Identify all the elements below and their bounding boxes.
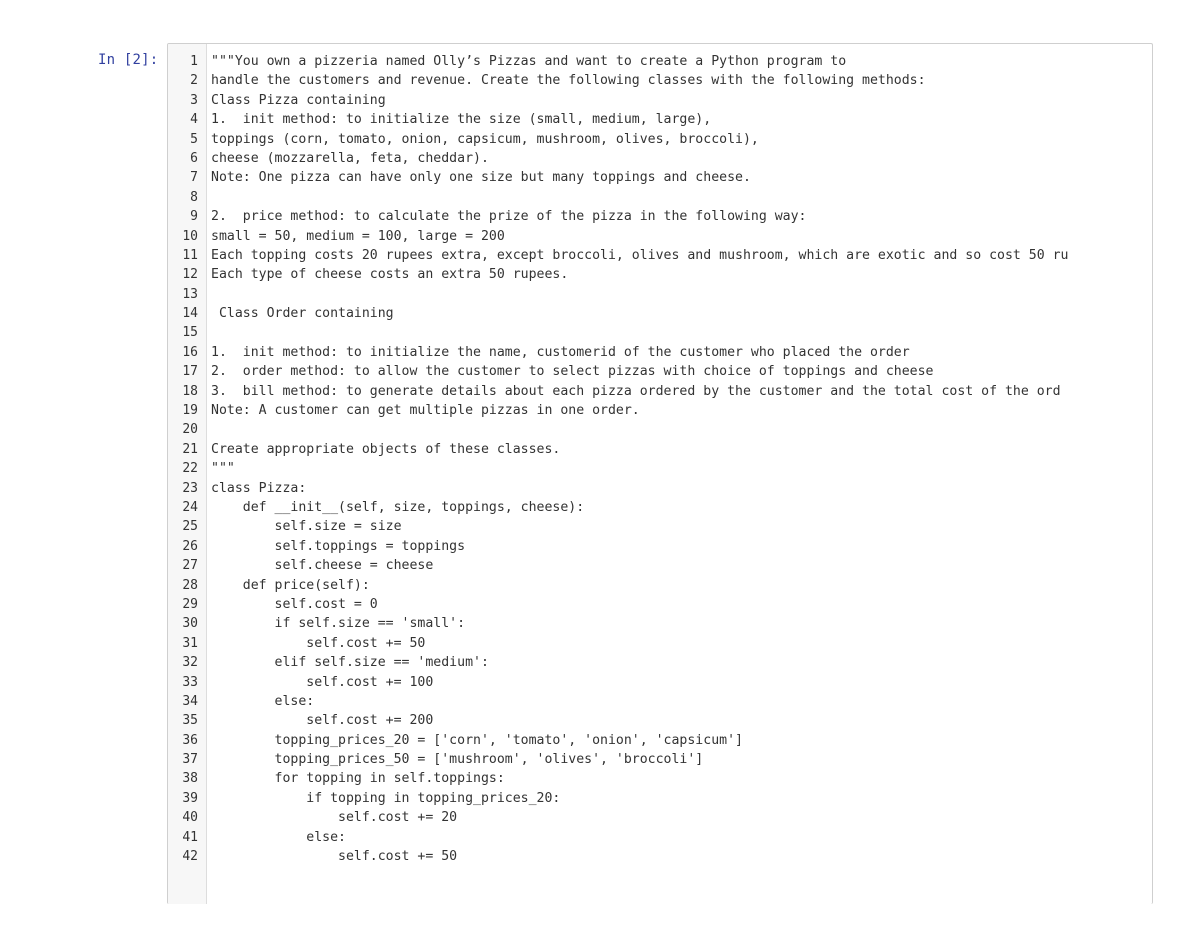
code-line[interactable] [168, 498, 1152, 517]
code-line[interactable] [168, 556, 1152, 575]
code-line[interactable] [168, 207, 1152, 226]
line-number: 10 [182, 228, 198, 244]
code-line[interactable] [168, 168, 1152, 187]
code-line[interactable] [168, 130, 1152, 149]
code-line[interactable] [168, 479, 1152, 498]
code-text[interactable]: self.cost += 20 [211, 810, 458, 826]
line-number: 15 [182, 325, 198, 341]
line-number: 18 [182, 383, 198, 399]
code-line[interactable] [168, 789, 1152, 808]
code-line[interactable] [168, 537, 1152, 556]
code-line[interactable] [168, 246, 1152, 265]
code-line[interactable] [168, 459, 1152, 478]
code-text[interactable]: topping_prices_50 = ['mushroom', 'olives', 'broccoli'] [211, 752, 704, 768]
code-text[interactable]: class Pizza: [211, 480, 307, 496]
line-number: 4 [190, 112, 198, 128]
line-number: 22 [182, 461, 198, 477]
code-cell-editor[interactable] [167, 43, 1153, 904]
code-text[interactable]: 2. order method: to allow the customer to select pizzas with choice of toppings and cheese [211, 364, 934, 380]
code-text[interactable]: 1. init method: to initialize the name, customerid of the customer who placed the order [211, 344, 910, 360]
code-text[interactable]: 3. bill method: to generate details about each pizza ordered by the customer and the total cost of the ord [211, 383, 1061, 399]
code-line[interactable] [168, 52, 1152, 71]
code-line[interactable] [168, 517, 1152, 536]
line-number: 2 [190, 73, 198, 89]
code-line[interactable] [168, 769, 1152, 788]
code-line[interactable] [168, 323, 1152, 342]
code-line[interactable] [168, 362, 1152, 381]
code-text[interactable]: if self.size == 'small': [211, 616, 466, 632]
line-number: 25 [182, 519, 198, 535]
code-text[interactable]: """You own a pizzeria named Olly’s Pizzas and want to create a Python program to [211, 54, 847, 69]
code-line[interactable] [168, 227, 1152, 246]
line-number: 5 [190, 131, 198, 147]
line-number: 38 [182, 771, 198, 787]
code-text[interactable]: Each type of cheese costs an extra 50 rupees. [211, 267, 569, 283]
line-number: 27 [182, 558, 198, 574]
line-number: 12 [182, 267, 198, 283]
code-text[interactable]: Note: A customer can get multiple pizzas in one order. [211, 403, 640, 419]
code-line[interactable] [168, 653, 1152, 672]
code-text[interactable]: elif self.size == 'medium': [211, 655, 489, 671]
code-line[interactable] [168, 614, 1152, 633]
code-text[interactable]: Create appropriate objects of these classes. [211, 441, 561, 457]
code-line[interactable] [168, 750, 1152, 769]
line-number: 29 [182, 596, 198, 612]
line-number: 34 [182, 693, 198, 709]
code-text[interactable]: """ [211, 461, 235, 477]
line-number: 11 [182, 247, 198, 263]
line-number: 3 [190, 92, 198, 108]
code-text[interactable]: else: [211, 829, 346, 845]
line-number: 16 [182, 344, 198, 360]
code-line[interactable] [168, 382, 1152, 401]
line-number: 33 [182, 674, 198, 690]
code-text[interactable]: self.toppings = toppings [211, 538, 466, 554]
code-line[interactable] [168, 711, 1152, 730]
line-number: 32 [182, 655, 198, 671]
code-line[interactable] [168, 576, 1152, 595]
code-text[interactable]: self.cost += 100 [211, 674, 434, 690]
code-line[interactable] [168, 808, 1152, 827]
code-text[interactable]: self.cost = 0 [211, 596, 378, 612]
line-number: 37 [182, 752, 198, 768]
line-number: 14 [182, 306, 198, 322]
code-text[interactable]: toppings (corn, tomato, onion, capsicum, mushroom, olives, broccoli), [211, 131, 759, 147]
line-number: 40 [182, 810, 198, 826]
code-text[interactable]: for topping in self.toppings: [211, 771, 505, 787]
line-number: 31 [182, 635, 198, 651]
code-text[interactable]: else: [211, 693, 315, 709]
line-number: 36 [182, 732, 198, 748]
code-line[interactable] [168, 440, 1152, 459]
line-number: 8 [190, 189, 198, 205]
cell-input-prompt: In [2]: [98, 52, 159, 68]
code-text[interactable]: def price(self): [211, 577, 370, 593]
code-line[interactable] [168, 110, 1152, 129]
line-number: 6 [190, 150, 198, 166]
code-text[interactable]: self.cost += 50 [211, 635, 426, 651]
line-number: 24 [182, 499, 198, 515]
line-number: 7 [190, 170, 198, 186]
code-text[interactable]: handle the customers and revenue. Create the following classes with the following methods: [211, 73, 926, 89]
line-number: 19 [182, 403, 198, 419]
line-number: 1 [190, 54, 198, 69]
code-text[interactable]: 2. price method: to calculate the prize of the pizza in the following way: [211, 209, 807, 225]
code-text[interactable]: def __init__(self, size, toppings, cheese): [211, 499, 585, 515]
code-line[interactable] [168, 634, 1152, 653]
line-number: 42 [182, 849, 198, 865]
code-text[interactable]: self.cost += 50 [211, 849, 458, 865]
line-number: 9 [190, 209, 198, 225]
code-line[interactable] [168, 420, 1152, 439]
code-line[interactable] [168, 91, 1152, 110]
code-line[interactable] [168, 731, 1152, 750]
code-line[interactable] [168, 828, 1152, 847]
code-text[interactable]: Class Pizza containing [211, 92, 386, 108]
code-text[interactable]: 1. init method: to initialize the size (small, medium, large), [211, 112, 712, 128]
line-number: 21 [182, 441, 198, 457]
code-text[interactable]: cheese (mozzarella, feta, cheddar). [211, 150, 489, 166]
code-text[interactable]: small = 50, medium = 100, large = 200 [211, 228, 505, 244]
line-number: 30 [182, 616, 198, 632]
line-number: 20 [182, 422, 198, 438]
code-line[interactable] [168, 188, 1152, 207]
line-number: 23 [182, 480, 198, 496]
code-line[interactable] [168, 692, 1152, 711]
code-line[interactable] [168, 673, 1152, 692]
code-text[interactable]: self.cost += 200 [211, 713, 434, 729]
code-line[interactable] [168, 847, 1152, 866]
line-number: 17 [182, 364, 198, 380]
code-text[interactable]: if topping in topping_prices_20: [211, 790, 561, 806]
line-number: 13 [182, 286, 198, 302]
code-line[interactable] [168, 401, 1152, 420]
line-number: 28 [182, 577, 198, 593]
code-line[interactable] [168, 343, 1152, 362]
code-text[interactable]: Class Order containing [211, 306, 394, 322]
code-line[interactable] [168, 149, 1152, 168]
line-number: 35 [182, 713, 198, 729]
code-text[interactable]: Note: One pizza can have only one size but many toppings and cheese. [211, 170, 751, 186]
line-number: 39 [182, 790, 198, 806]
code-line[interactable] [168, 265, 1152, 284]
code-line[interactable] [168, 304, 1152, 323]
code-text[interactable]: Each topping costs 20 rupees extra, except broccoli, olives and mushroom, which are exotic and so cost 50 ru [211, 247, 1069, 263]
line-number: 26 [182, 538, 198, 554]
code-text[interactable]: topping_prices_20 = ['corn', 'tomato', 'onion', 'capsicum'] [211, 732, 743, 748]
line-number: 41 [182, 829, 198, 845]
code-line[interactable] [168, 595, 1152, 614]
code-text[interactable]: self.size = size [211, 519, 402, 535]
code-line[interactable] [168, 71, 1152, 90]
code-text[interactable]: self.cheese = cheese [211, 558, 434, 574]
code-line[interactable] [168, 285, 1152, 304]
code-lines [168, 52, 1152, 866]
